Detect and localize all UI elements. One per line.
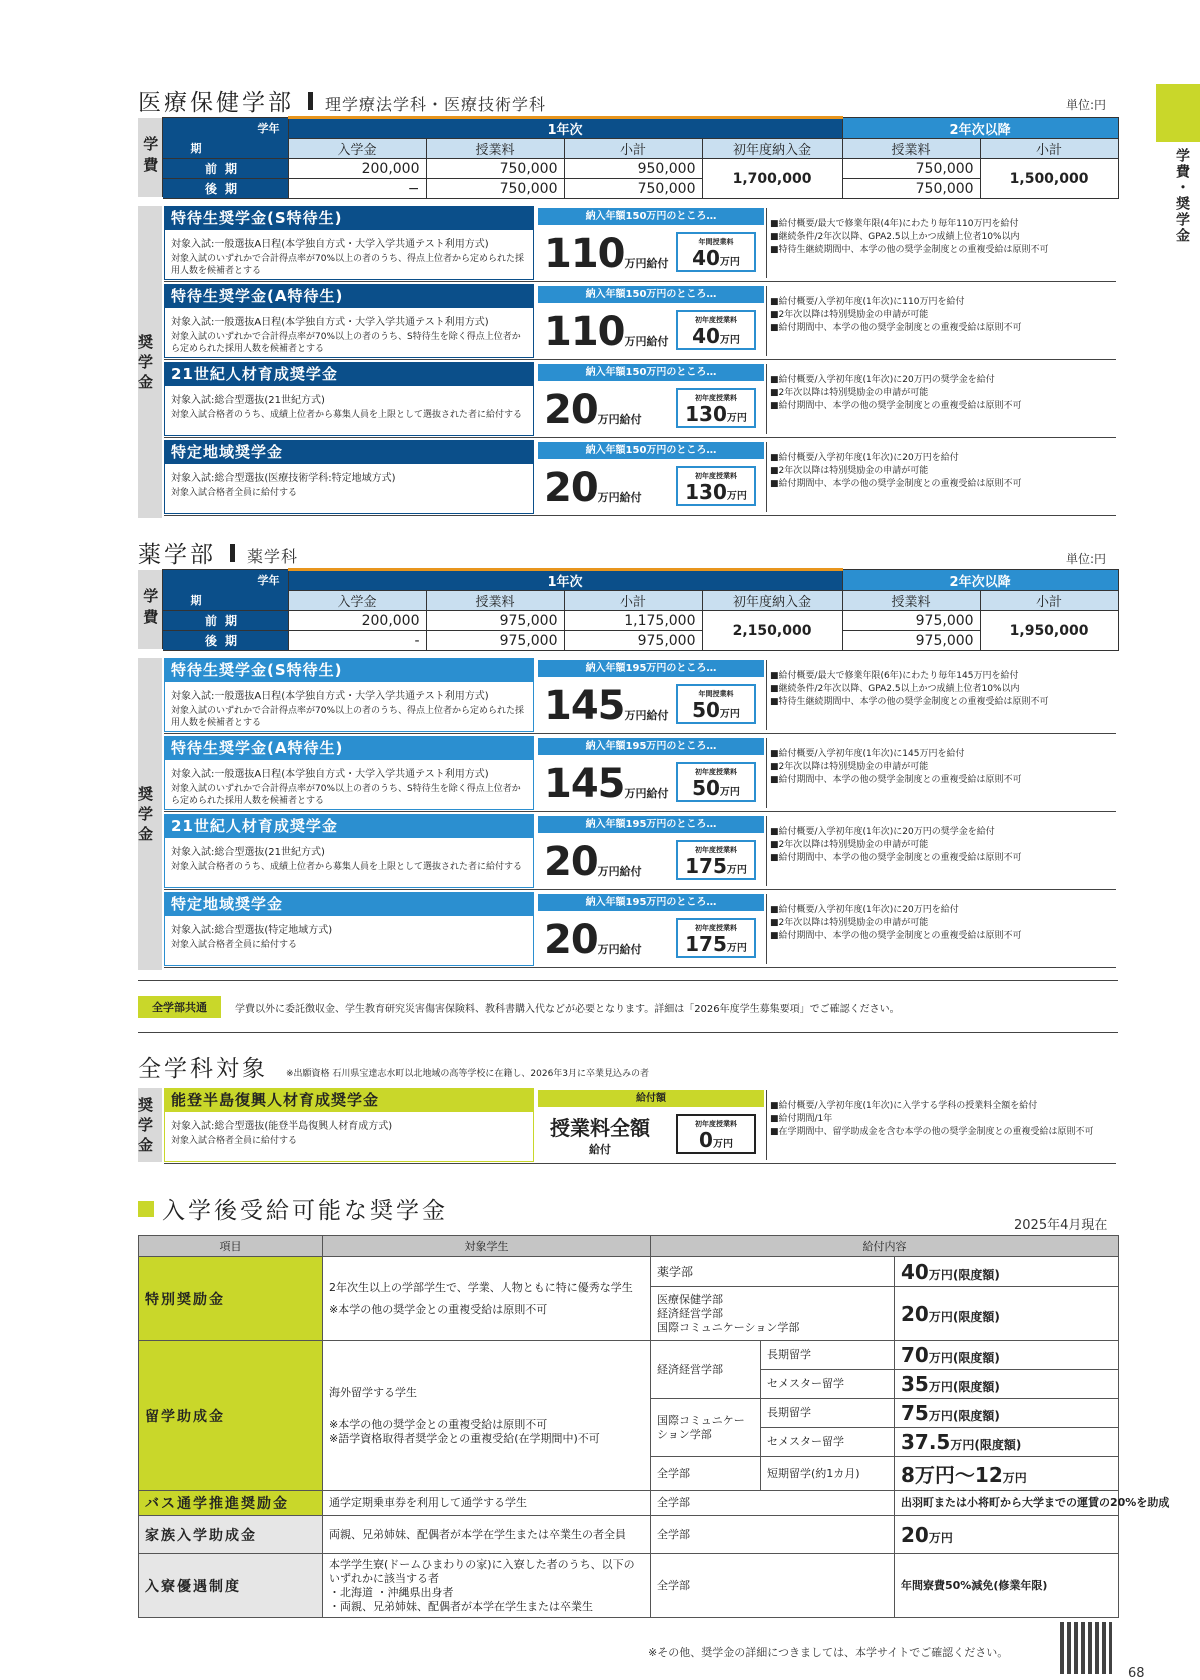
scholarship-desc: 対象入試合格者全員に給付する — [171, 1136, 298, 1146]
scholarship-exam: 対象入試:総合型選抜(21世紀方式) — [171, 395, 325, 406]
tuition-box: 初年度授業料 175万円 — [676, 918, 756, 958]
after-date: 2025年4月現在 — [1014, 1218, 1108, 1233]
amount-main: 授業料全額 — [550, 1116, 650, 1140]
scholarship-row — [164, 204, 1116, 282]
grade-term-corner: 学年 期 — [162, 570, 288, 611]
row-name: 特別奨励金 — [139, 1257, 323, 1341]
year2-header: 2年次以降 — [842, 118, 1118, 139]
amount-band: 給付額 — [538, 1090, 764, 1107]
amount-band: 納入年額150万円のところ… — [538, 364, 764, 381]
year1-header: 1年次 — [288, 118, 842, 139]
scholarship-row — [164, 438, 1116, 516]
all-title: 全学科対象 — [138, 1056, 268, 1082]
header-target: 対象学生 — [323, 1236, 651, 1257]
tuition-box: 年間授業料 40万円 — [676, 232, 756, 272]
scholarship-desc: 対象入試合格者のうち、成績上位者から募集人員を上限として選抜された者に給付する — [171, 862, 523, 872]
amount-main: 110万円給付 — [544, 309, 669, 355]
scholarship-notes: ■給付概要/最大で修業年限(6年)にわたり毎年145万円を給付 ■継続条件/2年次以降、GPA2.5以上かつ成績上位者10%以内 ■特待生継続期間中、本学の他の奨学金制度との重複受給は原則不可 — [770, 671, 1049, 707]
scholarship-exam: 対象入試:総合型選抜(特定地域方式) — [171, 925, 333, 936]
scholarship-noto — [164, 1086, 1116, 1164]
side-label: 学費・奨学金 — [1174, 148, 1190, 244]
scholarship-title: 特待生奨学金(S特待生) — [165, 659, 533, 682]
scholarship-title: 特待生奨学金(A特待生) — [165, 737, 533, 760]
scholarship-row — [164, 656, 1116, 734]
tuition-box: 年間授業料 50万円 — [676, 684, 756, 724]
row-name: バス通学推進奨励金 — [139, 1491, 323, 1516]
grade-term-corner: 学年 期 — [162, 118, 288, 159]
tuition-box: 初年度授業料 50万円 — [676, 762, 756, 802]
scholarship-row — [164, 812, 1116, 890]
first-year-total: 2,150,000 — [702, 611, 842, 651]
amount-band: 納入年額195万円のところ… — [538, 816, 764, 833]
scholarship-title: 特定地域奨学金 — [165, 441, 533, 464]
scholarship-notes: ■給付概要/入学初年度(1年次)に20万円の奨学金を給付 ■2年次以降は特別奨励金の申請が可能 ■給付期間中、本学の他の奨学金制度との重複受給は原則不可 — [770, 375, 1022, 411]
scholarship-desc: 対象入試合格者全員に給付する — [171, 940, 298, 950]
scholarship-row — [164, 734, 1116, 812]
department-names: 理学療法学科・医療技術学科 — [325, 95, 547, 114]
second-year-total: 1,950,000 — [980, 611, 1118, 651]
scholarship-exam: 対象入試:一般選抜A日程(本学独自方式・大学入学共通テスト利用方式) — [171, 691, 489, 702]
amount-band: 納入年額150万円のところ… — [538, 286, 764, 303]
scholarship-desc: 対象入試のいずれかで合計得点率が70%以上の者のうち、S特待生を除く得点上位者から定められた採用人数を候補者とする — [171, 784, 521, 806]
scholarship-title: 21世紀人材育成奨学金 — [165, 363, 533, 386]
amount-main: 145万円給付 — [544, 683, 669, 729]
scholarship-exam: 対象入試:総合型選抜(医療技術学科:特定地域方式) — [171, 473, 396, 484]
amount-sub: 給付 — [589, 1143, 611, 1156]
amount-band: 納入年額195万円のところ… — [538, 738, 764, 755]
scholarship-desc: 対象入試のいずれかで合計得点率が70%以上の者のうち、得点上位者から定められた採用人数を候補者とする — [171, 706, 525, 728]
page-number: 68 — [1128, 1666, 1145, 1680]
fee-table: 学費 学年 期 1年次 2年次以降 入学金 授業料 小計 初年度納入金 授業料 小計 前期 200,000 975,000 1,175,000 2,150,000 975,000 1,950,000 後期 - 975,000 975,000 975,000 — [138, 568, 1119, 652]
row-name: 留学助成金 — [139, 1341, 323, 1491]
section-title-all — [138, 1050, 649, 1083]
scholarship-title: 21世紀人材育成奨学金 — [165, 815, 533, 838]
faculty-name: 薬学部 — [138, 542, 216, 568]
year1-header: 1年次 — [288, 570, 842, 591]
scholarship-exam: 対象入試:一般選抜A日程(本学独自方式・大学入学共通テスト利用方式) — [171, 239, 489, 250]
amount-main: 145万円給付 — [544, 761, 669, 807]
scholarship-desc: 対象入試のいずれかで合計得点率が70%以上の者のうち、得点上位者から定められた採用人数を候補者とする — [171, 254, 525, 276]
fee-label: 学費 — [138, 570, 162, 651]
amount-main: 110万円給付 — [544, 231, 669, 277]
amount-main: 20万円給付 — [544, 839, 642, 885]
scholarship-desc: 対象入試のいずれかで合計得点率が70%以上の者のうち、S特待生を除く得点上位者から定められた採用人数を候補者とする — [171, 332, 521, 354]
row-name: 家族入学助成金 — [139, 1516, 323, 1554]
section-title-iryo — [138, 84, 546, 117]
scholarship-row — [164, 890, 1116, 968]
department-names: 薬学科 — [247, 547, 299, 566]
unit-label: 単位:円 — [1066, 552, 1107, 566]
scholarship-notes: ■給付概要/入学初年度(1年次)に入学する学科の授業料全額を給付 ■給付期間/1年 ■在学期間中、留学助成金を含む本学の他の奨学金制度との重複受給は原則不可 — [770, 1101, 1094, 1137]
row-name: 入寮優遇制度 — [139, 1554, 323, 1618]
scholarship-row — [164, 282, 1116, 360]
fee-table: 学費 学年 期 1年次 2年次以降 入学金 授業料 小計 初年度納入金 授業料 小計 前期 200,000 750,000 950,000 1,700,000 750,000 1,500,000 後期 − 750,000 750,000 750,000 — [138, 116, 1119, 200]
scholarship-notes: ■給付概要/入学初年度(1年次)に20万円を給付 ■2年次以降は特別奨励金の申請が可能 ■給付期間中、本学の他の奨学金制度との重複受給は原則不可 — [770, 905, 1022, 941]
common-note — [138, 996, 900, 1018]
scholarship-notes: ■給付概要/入学初年度(1年次)に20万円の奨学金を給付 ■2年次以降は特別奨励金の申請が可能 ■給付期間中、本学の他の奨学金制度との重複受給は原則不可 — [770, 827, 1022, 863]
scholarship-exam: 対象入試:総合型選抜(能登半島復興人材育成方式) — [171, 1121, 393, 1132]
section-title-yaku — [138, 536, 298, 569]
scholarship-exam: 対象入試:総合型選抜(21世紀方式) — [171, 847, 325, 858]
tuition-box: 初年度授業料 130万円 — [676, 466, 756, 506]
scholarship-desc: 対象入試合格者のうち、成績上位者から募集人員を上限として選抜された者に給付する — [171, 410, 523, 420]
scholarship-title: 特待生奨学金(S特待生) — [165, 207, 533, 230]
tuition-box: 初年度授業料 130万円 — [676, 388, 756, 428]
year2-header: 2年次以降 — [842, 570, 1118, 591]
header-item: 項目 — [139, 1236, 323, 1257]
second-year-total: 1,500,000 — [980, 159, 1118, 199]
scholarship-notes: ■給付概要/入学初年度(1年次)に20万円を給付 ■2年次以降は特別奨励金の申請が可能 ■給付期間中、本学の他の奨学金制度との重複受給は原則不可 — [770, 453, 1022, 489]
unit-label: 単位:円 — [1066, 98, 1107, 112]
scholarship-notes: ■給付概要/入学初年度(1年次)に110万円を給付 ■2年次以降は特別奨励金の申請が可能 ■給付期間中、本学の他の奨学金制度との重複受給は原則不可 — [770, 297, 1022, 333]
tuition-box: 初年度授業料 40万円 — [676, 310, 756, 350]
scholarship-row — [164, 360, 1116, 438]
chapter-tab — [1156, 84, 1200, 142]
scholarship-notes: ■給付概要/入学初年度(1年次)に145万円を給付 ■2年次以降は特別奨励金の申請が可能 ■給付期間中、本学の他の奨学金制度との重複受給は原則不可 — [770, 749, 1022, 785]
scholarship-label: 奨学金 — [138, 658, 162, 970]
qr-code[interactable] — [1060, 1622, 1112, 1674]
scholarship-desc: 対象入試合格者全員に給付する — [171, 488, 298, 498]
scholarship-title: 能登半島復興人材育成奨学金 — [165, 1089, 533, 1112]
first-year-total: 1,700,000 — [702, 159, 842, 199]
amount-band: 納入年額150万円のところ… — [538, 442, 764, 459]
scholarship-exam: 対象入試:一般選抜A日程(本学独自方式・大学入学共通テスト利用方式) — [171, 769, 489, 780]
after-title: 入学後受給可能な奨学金 — [138, 1192, 448, 1225]
amount-main: 20万円給付 — [544, 387, 642, 433]
amount-main: 20万円給付 — [544, 465, 642, 511]
scholarship-notes: ■給付概要/最大で修業年限(4年)にわたり毎年110万円を給付 ■継続条件/2年次以降、GPA2.5以上かつ成績上位者10%以内 ■特待生継続期間中、本学の他の奨学金制度との重複受給は原則不可 — [770, 219, 1049, 255]
scholarship-label: 奨学金 — [138, 1088, 162, 1162]
scholarship-title: 特定地域奨学金 — [165, 893, 533, 916]
footnote: ※その他、奨学金の詳細につきましては、本学サイトでご確認ください。 — [648, 1646, 1009, 1659]
tuition-box: 初年度授業料 175万円 — [676, 840, 756, 880]
scholarship-exam: 対象入試:一般選抜A日程(本学独自方式・大学入学共通テスト利用方式) — [171, 317, 489, 328]
common-text: 学費以外に委託徴収金、学生教育研究災害傷害保険料、教科書購入代などが必要となります。詳細は「2026年度学生募集要項」でご確認ください。 — [235, 1003, 900, 1015]
amount-band: 納入年額195万円のところ… — [538, 660, 764, 677]
header-content: 給付内容 — [651, 1236, 1119, 1257]
all-note: ※出願資格 石川県宝達志水町以北地域の高等学校に在籍し、2026年3月に卒業見込みの者 — [286, 1069, 650, 1079]
after-table: 項目 対象学生 給付内容 特別奨励金 2年次生以上の学部学生で、学業、人物ともに特に優秀な学生 ※本学の他の奨学金との重複受給は原則不可 薬学部 40万円(限度額) 医療保健学部 経済経営学部 国際コミュニケーション学部 20万円(限度額) 留学助成金 海外留学する学生 ※本学の他の奨学金との重複受給は原則不可 ※語学資格取得者奨学金との重複受給(在学期間中)不可 経済経営学部 長期留学 70万円(限度額) セメスター留学 35万円(限度額) 国際コミュニケーション学部 長期留学 75万円(限度額) セメスター留学 37.5万円(限度額) 全学部 短期留学(約1カ月) 8万円〜12万円 バス通学推進奨励金 通学定期乗車券を利用して通学する学生 全学部 出羽町または小将町から大学までの運賃の20%を助成 家族入学助成金 両親、兄弟姉妹、配偶者が本学在学生または卒業生の者全員 全学部 20万円 入寮優遇制度 本学学生寮(ドームひまわりの家)に入寮した者のうち、以下のいずれかに該当する者 ・北海道 ・沖縄県出身者 ・両親、兄弟姉妹、配偶者が本学在学生または卒業生 全学部 年間寮費50%減免(修業年限) — [138, 1235, 1119, 1618]
common-tag: 全学部共通 — [138, 996, 221, 1018]
amount-band: 納入年額195万円のところ… — [538, 894, 764, 911]
fee-label: 学費 — [138, 118, 162, 199]
scholarship-label: 奨学金 — [138, 206, 162, 518]
amount-main: 20万円給付 — [544, 917, 642, 963]
faculty-name: 医療保健学部 — [138, 90, 294, 116]
tuition-box: 初年度授業料 0万円 — [676, 1114, 756, 1154]
scholarship-title: 特待生奨学金(A特待生) — [165, 285, 533, 308]
amount-band: 納入年額150万円のところ… — [538, 208, 764, 225]
